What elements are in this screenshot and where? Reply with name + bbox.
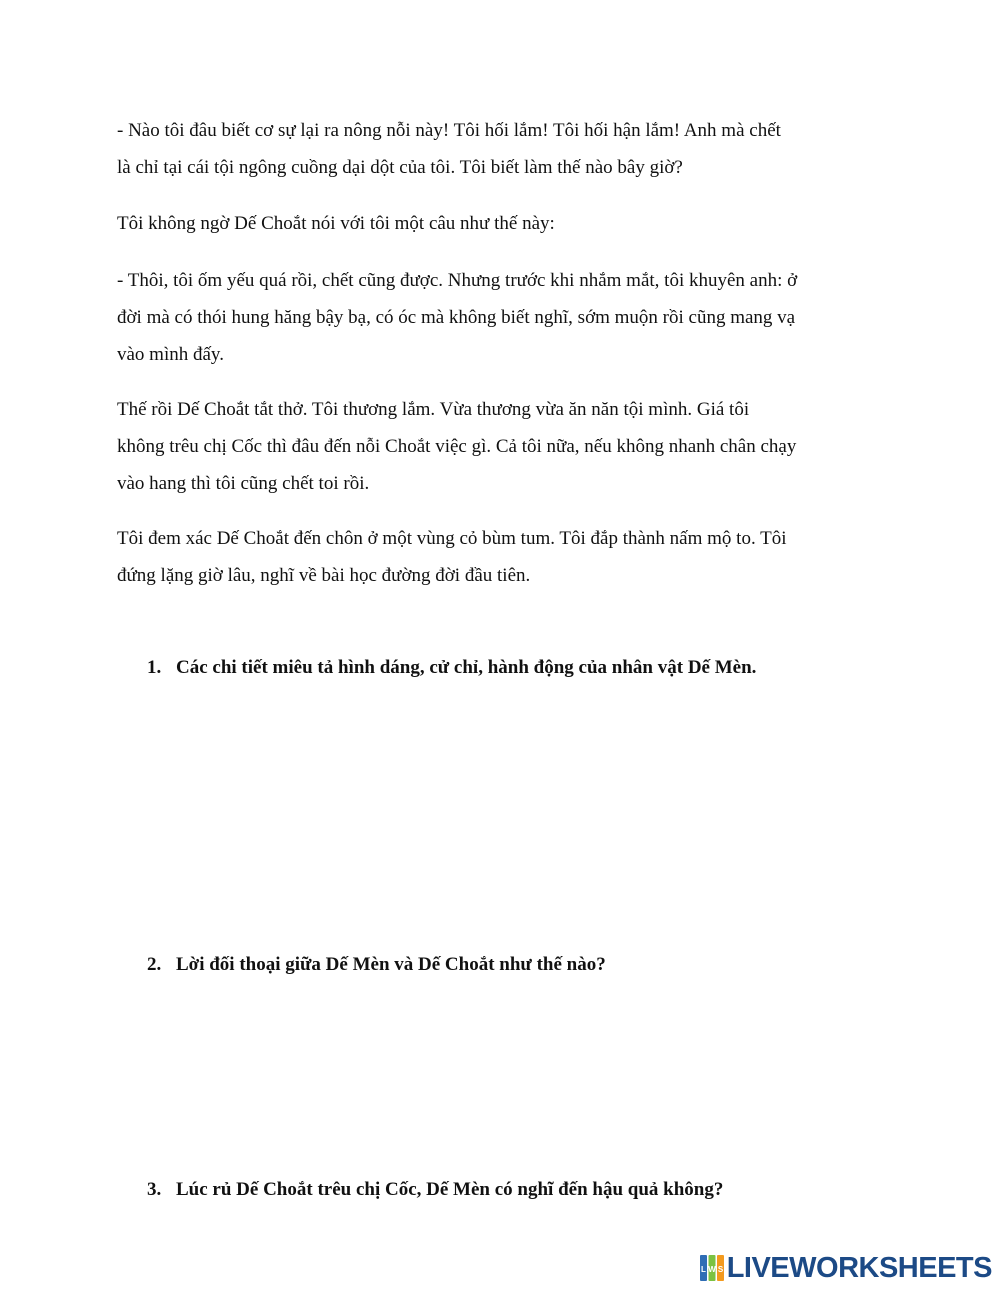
paragraph-line: đời mà có thói hung hăng bậy bạ, có óc mà không biết nghĩ, sớm muộn rồi cũng mang vạ: [117, 307, 796, 328]
liveworksheets-watermark: [700, 1251, 992, 1285]
paragraph-line: là chỉ tại cái tội ngông cuồng dại dột của tôi. Tôi biết làm thế nào bây giờ?: [117, 157, 683, 178]
question-number: 3.: [147, 1179, 162, 1200]
liveworksheets-logo-icon: [700, 1255, 724, 1281]
story-paragraph-4: [117, 391, 897, 502]
paragraph-line: đứng lặng giờ lâu, nghĩ về bài học đường đời đầu tiên.: [117, 565, 531, 586]
paragraph-line: vào mình đấy.: [117, 344, 224, 365]
question-2: [147, 952, 606, 978]
question-3: [147, 1177, 723, 1203]
paragraph-line: - Nào tôi đâu biết cơ sự lại ra nông nỗi này! Tôi hối lắm! Tôi hối hận lắm! Anh mà chết: [117, 120, 781, 141]
paragraph-line: - Thôi, tôi ốm yếu quá rồi, chết cũng được. Nhưng trước khi nhắm mắt, tôi khuyên anh: ở: [117, 270, 798, 291]
svg-text:S: S: [717, 1265, 723, 1274]
paragraph-line: vào hang thì tôi cũng chết toi rồi.: [117, 473, 370, 494]
question-text: Các chi tiết miêu tả hình dáng, cử chỉ, hành động của nhân vật Dế Mèn.: [176, 657, 757, 678]
question-number: 2.: [147, 954, 162, 975]
question-text: Lời đối thoại giữa Dế Mèn và Dế Choắt như thế nào?: [176, 954, 606, 975]
story-paragraph-5: [117, 520, 897, 594]
question-1: [147, 655, 756, 681]
paragraph-line: Tôi không ngờ Dế Choắt nói với tôi một câu như thế này:: [117, 213, 555, 234]
story-paragraph-2: [117, 205, 897, 242]
paragraph-line: không trêu chị Cốc thì đâu đến nỗi Choắt việc gì. Cả tôi nữa, nếu không nhanh chân chạy: [117, 436, 797, 457]
svg-text:W: W: [707, 1265, 716, 1274]
liveworksheets-text: LIVEWORKSHEETS: [726, 1251, 992, 1284]
svg-text:L: L: [700, 1265, 706, 1274]
question-text: Lúc rủ Dế Choắt trêu chị Cốc, Dế Mèn có nghĩ đến hậu quả không?: [176, 1179, 724, 1200]
story-paragraph-3: [117, 262, 897, 373]
paragraph-line: Tôi đem xác Dế Choắt đến chôn ở một vùng cỏ bùm tum. Tôi đắp thành nấm mộ to. Tôi: [117, 528, 787, 549]
story-paragraph-1: [117, 112, 897, 186]
paragraph-line: Thế rồi Dế Choắt tắt thở. Tôi thương lắm. Vừa thương vừa ăn năn tội mình. Giá tôi: [117, 399, 750, 420]
question-number: 1.: [147, 657, 162, 678]
